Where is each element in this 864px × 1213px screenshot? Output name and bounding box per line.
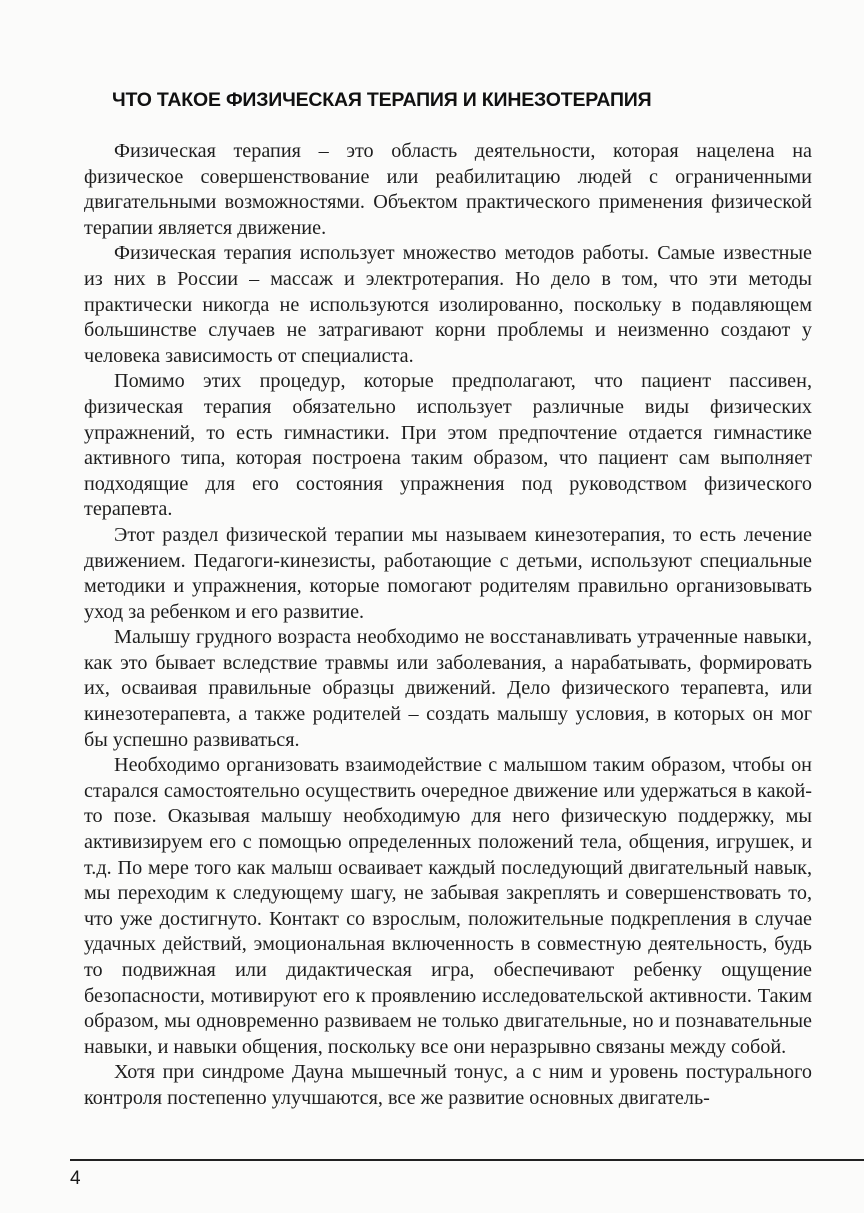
page-number: 4 bbox=[70, 1168, 81, 1189]
paragraph: Необходимо организовать взаимодействие с малышом таким образом, чтобы он старался самостоятельно осуществить очередное движение или удержаться в какой-то позе. Оказывая малышу необходимую для него физическую поддержку, мы активизируем его с помощью определенных положений тела, общения, игрушек, и т.д. По мере того как малыш осваивает каждый последующий двигательный навык, мы переходим к следующему шагу, не забывая закреплять и совершенствовать то, что уже достигнуто. Контакт со взрослым, положительные подкрепления в случае удачных действий, эмоциональная включенность в совместную деятельность, будь то подвижная или дидактическая игра, обеспечивают ребенку ощущение безопасности, мотивируют его к проявлению исследовательской активности. Таким образом, мы одновременно развиваем не только двигательные, но и познавательные навыки, и навыки общения, поскольку все они неразрывно связаны между собой. bbox=[84, 754, 812, 1058]
paragraph: Этот раздел физической терапии мы называем кинезотерапия, то есть лечение движением. Педагоги-кинезисты, работающие с детьми, используют специальные методики и упражнения, которые помогают родителям правильно организовывать уход за ребенком и его развитие. bbox=[84, 523, 812, 623]
body-text bbox=[84, 139, 812, 1112]
paragraph: Физическая терапия использует множество методов работы. Самые известные из них в России – массаж и электротерапия. Но дело в том, что эти методы практически никогда не используются изолированно, поскольку в подавляющем большинстве случаев не затрагивают корни проблемы и неизменно создают у человека зависимость от специалиста. bbox=[84, 242, 812, 367]
footer-divider bbox=[70, 1159, 864, 1161]
paragraph: Малышу грудного возраста необходимо не восстанавливать утраченные навыки, как это бывает вследствие травмы или заболевания, а нарабатывать, формировать их, осваивая правильные образцы движений. Дело физического терапевта, или кинезотерапевта, а также родителей – создать малышу условия, в которых он мог бы успешно развиваться. bbox=[84, 626, 812, 751]
paragraph: Хотя при синдроме Дауна мышечный тонус, а с ним и уровень постурального контроля постепенно улучшаются, все же развитие основных двигатель- bbox=[84, 1061, 812, 1109]
paragraph: Помимо этих процедур, которые предполагают, что пациент пассивен, физическая терапия обязательно использует различные виды физических упражнений, то есть гимнастики. При этом предпочтение отдается гимнастике активного типа, которая построена таким образом, что пациент сам выполняет подходящие для его состояния упражнения под руководством физического терапевта. bbox=[84, 370, 812, 521]
section-title: ЧТО ТАКОЕ ФИЗИЧЕСКАЯ ТЕРАПИЯ И КИНЕЗОТЕРАПИЯ bbox=[112, 89, 652, 111]
paragraph: Физическая терапия – это область деятельности, которая нацелена на физическое совершенствование или реабилитацию людей с ограниченными двигательными возможностями. Объектом практического применения физической терапии является движение. bbox=[84, 140, 812, 239]
